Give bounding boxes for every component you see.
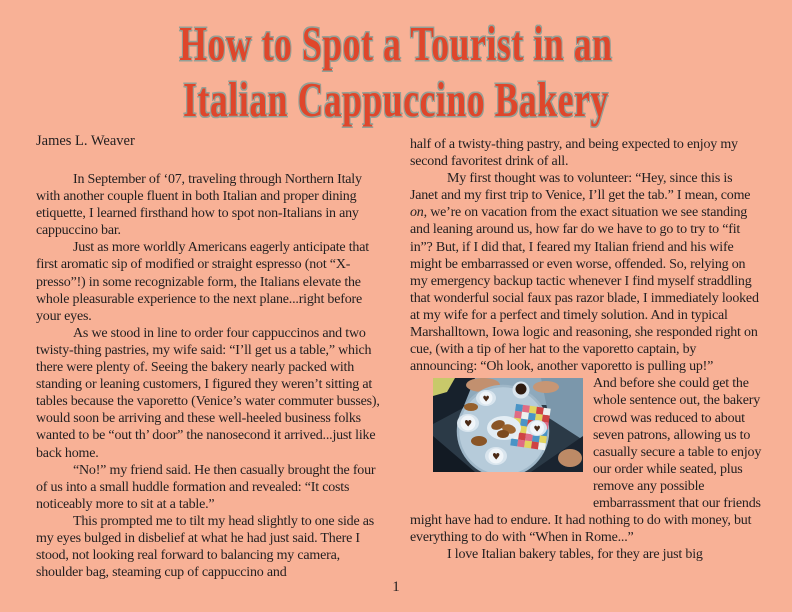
page-title-line-2: Italian Cappuccino Bakery — [183, 72, 609, 127]
left-text-column — [36, 171, 388, 581]
paragraph: As we stood in line to order four cappuccinos and two twisty-thing pastries, my wife said: “I’ll get us a table,” which there were plenty of. Seeing the bakery nearly packed with standing or leaning customers, I figured they weren’t sitting at tables because the vaporetto (Venice’s water commuter busses), would soon be arriving and these well-heeled business folks wanted to be “out th’ door” the nanosecond it arrived...just like back home. — [36, 325, 380, 461]
paragraph: I love Italian bakery tables, for they are just big — [447, 547, 703, 563]
paragraph: “No!” my friend said. He then casually brought the four of us into a small huddle formation and revealed: “It costs noticeably more to sit at a table.” — [36, 462, 376, 512]
photo-pastry-plate — [487, 416, 521, 440]
bakery-table-photo — [433, 378, 583, 472]
paragraph: Just as more worldly Americans eagerly anticipate that first aromatic sip of modified or straight espresso (not “X-presso”!) in some recognizable form, the Italians elevate the whole pleasurable experience to the next plane...right before your eyes. — [36, 240, 369, 324]
svg-text:♥: ♥ — [533, 424, 541, 434]
paragraph: half of a twisty-thing pastry, and being expected to enjoy my second favoritest drink of all. — [410, 137, 738, 170]
svg-text:♥: ♥ — [482, 394, 490, 404]
paragraph: This prompted me to tilt my head slightly to one side as my eyes bulged in disbelief at what he had just said. There I stood, not looking real forward to balancing my camera, shoulder bag, steaming cup of cappuccino and — [36, 513, 375, 581]
author-byline: James L. Weaver — [36, 133, 135, 149]
paragraph: My first thought was to volunteer: “Hey, since this is Janet and my first trip to Venice, I’ll get the tab.” I mean, come on, we’re on vacation from the exact situation we see standing and leaning around us, how far do we have to go to try to “fit in”? But, if I did that, I feared my Italian friend and his wife might be embarrassed or even worse, offended. So, relying on my emergency backup tactic whenever I find myself straddling that wonderful social faux pas razor blade, I immediately looked at my wife for a perfect and timely solution. And in typical Marshalltown, Iowa logic and reasoning, she responded right on cue, (with a tip of her hat to the vaporetto captain, by announcing: “Oh look, another vaporetto is pulling up!” — [410, 171, 759, 375]
page-title — [0, 18, 792, 126]
paragraph: In September of ‘07, traveling through Northern Italy with another couple fluent in both Italian and proper dining etiquette, I learned firsthand how to spot non-Italians in any cappuccino bar. — [36, 172, 362, 239]
svg-text:♥: ♥ — [464, 419, 472, 430]
paragraph-text: And before she could get the whole sentence out, the bakery crowd was reduced to about seven patrons, allowing us to casually secure a table to enjoy our order while seated, plus remove any possible embarrassment that our friends might have had to endure. It had nothing to do with money, but everything to do with “When in Rome...” — [410, 376, 762, 546]
photo-espresso-cup — [513, 382, 530, 399]
page-title-line-1: How to Spot a Tourist in an — [179, 16, 613, 71]
page-number: 1 — [392, 579, 400, 595]
paragraph-with-photo — [410, 375, 762, 546]
svg-text:♥: ♥ — [492, 452, 500, 463]
right-text-column — [410, 136, 762, 563]
